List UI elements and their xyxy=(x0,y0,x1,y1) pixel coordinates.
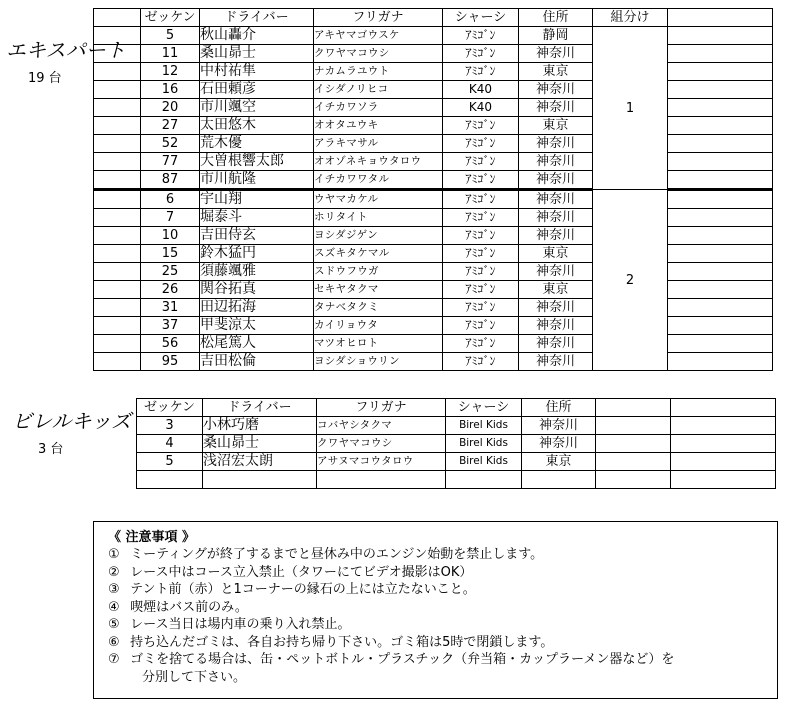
header-address: 住所 xyxy=(519,9,593,27)
notes-list xyxy=(108,546,777,669)
blank-cell xyxy=(668,335,773,353)
blank-cell xyxy=(671,417,776,435)
blank-cell xyxy=(94,171,141,190)
blank-cell xyxy=(668,99,773,117)
note-number: ⑦ xyxy=(108,652,120,667)
blank-cell xyxy=(668,317,773,335)
driver-kana: タナベタクミ xyxy=(314,299,443,317)
table-row xyxy=(94,63,773,81)
blank-cell xyxy=(446,471,522,489)
blank-cell xyxy=(596,417,671,435)
address: 神奈川 xyxy=(519,171,593,190)
driver-kana: ナカムラユウト xyxy=(314,63,443,81)
driver-kana: アキヤマゴウスケ xyxy=(314,27,443,45)
driver-kana: スドウフウガ xyxy=(314,263,443,281)
chassis: ｱﾐｺﾞﾝ xyxy=(443,171,519,190)
driver-name: 浅沼宏太朗 xyxy=(203,453,317,471)
entry-number: 4 xyxy=(137,435,203,453)
table-row xyxy=(94,45,773,63)
chassis: Birel Kids xyxy=(446,417,522,435)
driver-kana: ホリタイト xyxy=(314,209,443,227)
blank-cell xyxy=(94,227,141,245)
entry-number: 12 xyxy=(141,63,200,81)
driver-kana: セキヤタクマ xyxy=(314,281,443,299)
entry-number: 95 xyxy=(141,353,200,371)
table-row xyxy=(94,99,773,117)
address: 神奈川 xyxy=(519,190,593,209)
list-item xyxy=(108,546,777,564)
blank-cell xyxy=(94,117,141,135)
table-row xyxy=(94,171,773,190)
chassis: ｱﾐｺﾞﾝ xyxy=(443,227,519,245)
list-item xyxy=(108,564,777,582)
table-row xyxy=(94,335,773,353)
chassis: ｱﾐｺﾞﾝ xyxy=(443,63,519,81)
address: 神奈川 xyxy=(519,227,593,245)
table-row xyxy=(94,117,773,135)
header-group: 組分け xyxy=(593,9,668,27)
table-row xyxy=(94,353,773,371)
chassis: ｱﾐｺﾞﾝ xyxy=(443,117,519,135)
blank-cell xyxy=(671,453,776,471)
entry-number: 15 xyxy=(141,245,200,263)
entry-number: 10 xyxy=(141,227,200,245)
blank-cell xyxy=(668,27,773,45)
driver-name: 秋山轟介 xyxy=(200,27,314,45)
header-address: 住所 xyxy=(522,399,596,417)
driver-kana: アラキマサル xyxy=(314,135,443,153)
chassis: K40 xyxy=(443,81,519,99)
blank-cell xyxy=(668,245,773,263)
blank-cell xyxy=(94,263,141,281)
address: 神奈川 xyxy=(519,153,593,171)
blank-cell xyxy=(668,227,773,245)
group-cell: 2 xyxy=(593,190,668,371)
driver-name: 鈴木猛円 xyxy=(200,245,314,263)
blank-cell xyxy=(668,153,773,171)
blank-cell xyxy=(596,471,671,489)
driver-name: 吉田侍玄 xyxy=(200,227,314,245)
driver-kana: ヨシダショウリン xyxy=(314,353,443,371)
driver-name: 石田頼彦 xyxy=(200,81,314,99)
blank-header-cell xyxy=(671,399,776,417)
blank-cell xyxy=(668,263,773,281)
note-number: ⑥ xyxy=(108,634,120,650)
driver-kana: コバヤシタクマ xyxy=(317,417,446,435)
address: 神奈川 xyxy=(519,135,593,153)
table-row xyxy=(137,417,776,435)
table-row xyxy=(94,81,773,99)
expert-count: 19 台 xyxy=(28,71,62,86)
list-item xyxy=(108,599,777,617)
blank-cell xyxy=(94,27,141,45)
header-kana: フリガナ xyxy=(314,9,443,27)
entry-number: 25 xyxy=(141,263,200,281)
driver-kana: イシダノリヒコ xyxy=(314,81,443,99)
blank-cell xyxy=(668,63,773,81)
list-item xyxy=(108,651,777,669)
blank-cell xyxy=(668,135,773,153)
blank-cell xyxy=(94,99,141,117)
entry-number: 20 xyxy=(141,99,200,117)
note-number: ④ xyxy=(108,599,120,615)
group-cell: 1 xyxy=(593,27,668,190)
driver-kana: ウヤマカケル xyxy=(314,190,443,209)
driver-kana: クワヤマコウシ xyxy=(314,45,443,63)
blank-header-cell xyxy=(668,9,773,27)
chassis: Birel Kids xyxy=(446,435,522,453)
driver-name: 桑山昴士 xyxy=(200,45,314,63)
driver-name: 市川颯空 xyxy=(200,99,314,117)
blank-cell xyxy=(668,117,773,135)
driver-name: 市川航隆 xyxy=(200,171,314,190)
note-number: ② xyxy=(108,564,120,580)
table-row xyxy=(137,453,776,471)
driver-name: 吉田松倫 xyxy=(200,353,314,371)
table-row xyxy=(94,153,773,171)
header-number: ゼッケン xyxy=(137,399,203,417)
blank-cell xyxy=(668,171,773,190)
kids-category-label: ビレルキッズ xyxy=(12,409,132,433)
entry-number: 7 xyxy=(141,209,200,227)
notes-continuation: 分別して下さい。 xyxy=(142,669,247,685)
driver-kana: スズキタケマル xyxy=(314,245,443,263)
entry-number: 11 xyxy=(141,45,200,63)
table-row xyxy=(94,299,773,317)
blank-cell xyxy=(94,153,141,171)
blank-cell xyxy=(94,317,141,335)
notes-box xyxy=(93,521,778,699)
driver-name: 関谷拓真 xyxy=(200,281,314,299)
table-row xyxy=(94,190,773,209)
kids-entry-table xyxy=(136,398,776,489)
blank-cell xyxy=(671,435,776,453)
blank-cell xyxy=(203,471,317,489)
chassis: ｱﾐｺﾞﾝ xyxy=(443,335,519,353)
header-driver: ドライバー xyxy=(200,9,314,27)
blank-cell xyxy=(668,281,773,299)
address: 神奈川 xyxy=(522,417,596,435)
note-number: ③ xyxy=(108,582,120,597)
blank-cell xyxy=(596,435,671,453)
driver-name: 桑山昴士 xyxy=(203,435,317,453)
blank-cell xyxy=(596,453,671,471)
header-driver: ドライバー xyxy=(203,399,317,417)
list-item xyxy=(108,616,777,634)
chassis: ｱﾐｺﾞﾝ xyxy=(443,299,519,317)
table-row xyxy=(94,209,773,227)
note-text: ミーティングが終了するまでと昼休み中のエンジン始動を禁止します。 xyxy=(130,547,544,562)
driver-kana: イチカワソラ xyxy=(314,99,443,117)
note-number: ① xyxy=(108,547,120,562)
note-text: ゴミを捨てる場合は、缶・ペットボトル・プラスチック（弁当箱・カップラーメン器など）を xyxy=(130,652,675,667)
address: 東京 xyxy=(519,245,593,263)
blank-cell xyxy=(671,471,776,489)
driver-name: 荒木優 xyxy=(200,135,314,153)
address: 神奈川 xyxy=(522,435,596,453)
entry-number: 37 xyxy=(141,317,200,335)
note-text: 喫煙はバス前のみ。 xyxy=(130,599,248,615)
note-text: 持ち込んだゴミは、各自お持ち帰り下さい。ゴミ箱は5時で閉鎖します。 xyxy=(130,634,554,650)
blank-cell xyxy=(522,471,596,489)
entry-number: 6 xyxy=(141,190,200,209)
entry-number: 16 xyxy=(141,81,200,99)
entry-number: 26 xyxy=(141,281,200,299)
driver-kana: カイリョウタ xyxy=(314,317,443,335)
address: 東京 xyxy=(519,63,593,81)
blank-cell xyxy=(668,81,773,99)
table-row xyxy=(137,435,776,453)
driver-kana: オオゾネキョウタロウ xyxy=(314,153,443,171)
header-chassis: シャーシ xyxy=(446,399,522,417)
table-row xyxy=(94,245,773,263)
blank-cell xyxy=(668,353,773,371)
note-number: ⑤ xyxy=(108,617,120,632)
chassis: ｱﾐｺﾞﾝ xyxy=(443,245,519,263)
blank-cell xyxy=(94,45,141,63)
entry-number: 27 xyxy=(141,117,200,135)
entry-number: 56 xyxy=(141,335,200,353)
address: 静岡 xyxy=(519,27,593,45)
blank-cell xyxy=(668,299,773,317)
header-number: ゼッケン xyxy=(141,9,200,27)
chassis: ｱﾐｺﾞﾝ xyxy=(443,317,519,335)
blank-cell xyxy=(94,63,141,81)
address: 神奈川 xyxy=(519,299,593,317)
chassis: Birel Kids xyxy=(446,453,522,471)
chassis: ｱﾐｺﾞﾝ xyxy=(443,27,519,45)
note-text: テント前（赤）と1コーナーの縁石の上には立たないこと。 xyxy=(130,582,476,597)
address: 東京 xyxy=(522,453,596,471)
chassis: ｱﾐｺﾞﾝ xyxy=(443,153,519,171)
driver-name: 太田悠木 xyxy=(200,117,314,135)
blank-cell xyxy=(668,209,773,227)
entry-number: 5 xyxy=(137,453,203,471)
expert-category-label: エキスパート xyxy=(6,38,126,62)
blank-cell xyxy=(94,335,141,353)
header-kana: フリガナ xyxy=(317,399,446,417)
blank-cell xyxy=(137,471,203,489)
table-row xyxy=(94,317,773,335)
chassis: ｱﾐｺﾞﾝ xyxy=(443,263,519,281)
driver-name: 大曽根響太郎 xyxy=(200,153,314,171)
blank-cell xyxy=(94,245,141,263)
driver-name: 須藤颯雅 xyxy=(200,263,314,281)
note-text: レース中はコース立入禁止（タワーにてビデオ撮影はOK） xyxy=(130,564,473,580)
blank-cell xyxy=(94,190,141,209)
address: 神奈川 xyxy=(519,335,593,353)
chassis: ｱﾐｺﾞﾝ xyxy=(443,190,519,209)
blank-cell xyxy=(94,299,141,317)
address: 神奈川 xyxy=(519,45,593,63)
chassis: ｱﾐｺﾞﾝ xyxy=(443,45,519,63)
list-item xyxy=(108,634,777,652)
entry-number: 77 xyxy=(141,153,200,171)
table-row xyxy=(94,281,773,299)
chassis: ｱﾐｺﾞﾝ xyxy=(443,209,519,227)
blank-cell xyxy=(94,281,141,299)
address: 神奈川 xyxy=(519,99,593,117)
driver-name: 松尾篤人 xyxy=(200,335,314,353)
table-row xyxy=(94,27,773,45)
driver-name: 甲斐涼太 xyxy=(200,317,314,335)
entry-number: 52 xyxy=(141,135,200,153)
blank-header-cell xyxy=(94,9,141,27)
blank-cell xyxy=(668,190,773,209)
blank-cell xyxy=(668,45,773,63)
address: 神奈川 xyxy=(519,317,593,335)
entry-number: 87 xyxy=(141,171,200,190)
table-row xyxy=(94,135,773,153)
blank-cell xyxy=(94,135,141,153)
blank-cell xyxy=(94,209,141,227)
driver-kana: イチカワワタル xyxy=(314,171,443,190)
driver-kana: アサヌマコウタロウ xyxy=(317,453,446,471)
chassis: ｱﾐｺﾞﾝ xyxy=(443,135,519,153)
driver-name: 中村祐隼 xyxy=(200,63,314,81)
kids-count: 3 台 xyxy=(38,442,64,457)
address: 東京 xyxy=(519,117,593,135)
note-text: レース当日は場内車の乗り入れ禁止。 xyxy=(130,617,351,632)
chassis: K40 xyxy=(443,99,519,117)
header-chassis: シャーシ xyxy=(443,9,519,27)
driver-kana: マツオヒロト xyxy=(314,335,443,353)
driver-kana: オオタユウキ xyxy=(314,117,443,135)
driver-name: 宇山翔 xyxy=(200,190,314,209)
notes-title: 《 注意事項 》 xyxy=(108,530,196,545)
address: 東京 xyxy=(519,281,593,299)
address: 神奈川 xyxy=(519,81,593,99)
table-row xyxy=(94,227,773,245)
entry-number: 5 xyxy=(141,27,200,45)
table-row xyxy=(94,263,773,281)
address: 神奈川 xyxy=(519,353,593,371)
list-item xyxy=(108,581,777,599)
driver-kana: クワヤマコウシ xyxy=(317,435,446,453)
blank-cell xyxy=(94,353,141,371)
address: 神奈川 xyxy=(519,209,593,227)
driver-name: 小林巧磨 xyxy=(203,417,317,435)
chassis: ｱﾐｺﾞﾝ xyxy=(443,353,519,371)
blank-cell xyxy=(317,471,446,489)
driver-kana: ヨシダジゲン xyxy=(314,227,443,245)
blank-header-cell xyxy=(596,399,671,417)
chassis: ｱﾐｺﾞﾝ xyxy=(443,281,519,299)
entry-number: 3 xyxy=(137,417,203,435)
table-row xyxy=(137,471,776,489)
blank-cell xyxy=(94,81,141,99)
expert-entry-table xyxy=(93,8,773,371)
driver-name: 堀泰斗 xyxy=(200,209,314,227)
address: 神奈川 xyxy=(519,263,593,281)
entry-number: 31 xyxy=(141,299,200,317)
driver-name: 田辺拓海 xyxy=(200,299,314,317)
